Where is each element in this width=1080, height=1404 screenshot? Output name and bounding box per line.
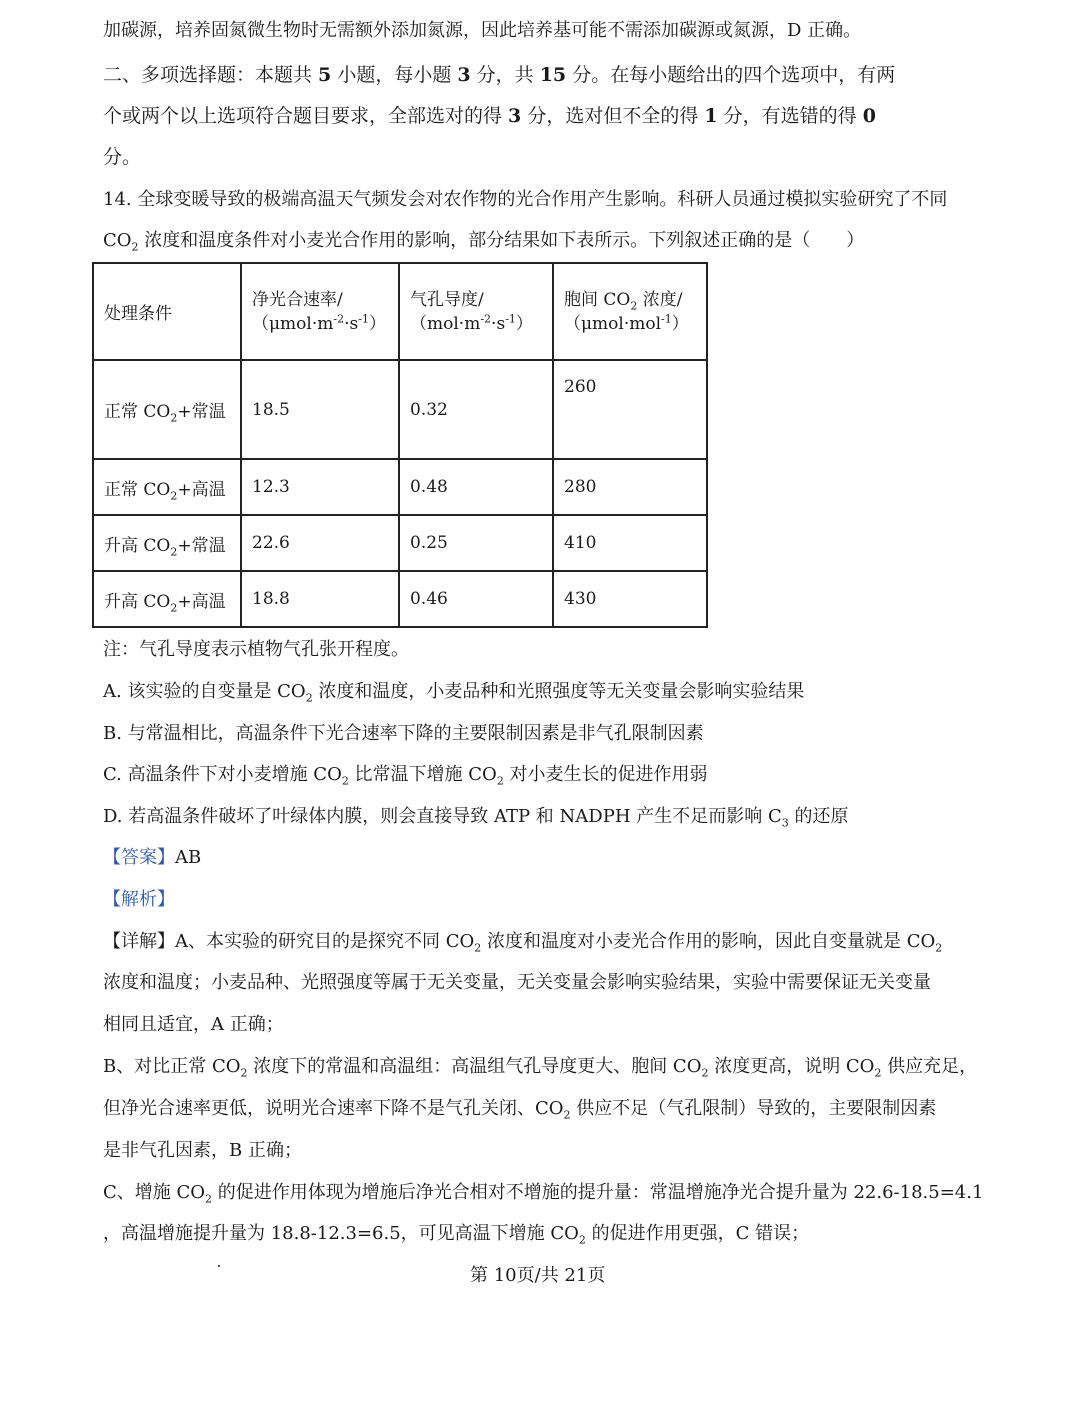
analysis-label: 【解析】	[103, 889, 175, 910]
cell-condition: 升高 $CO_2+$常温	[93, 515, 241, 571]
table-note: 注：气孔导度表示植物气孔张开程度。	[103, 639, 409, 660]
page-footer: 第 10页/共 21页	[470, 1265, 606, 1286]
cell-rate: 22.6	[241, 515, 399, 571]
option-a: A. 该实验的自变量是 $CO_2$ 浓度和温度，小麦品种和光照强度等无关变量会影响实验结果	[103, 681, 805, 705]
detail-line-8: ，高温增施提升量为 18.8-12.3=6.5，可见高温下增施 $CO_2$ 的促进作用更强，C 错误；	[103, 1223, 810, 1247]
header-net-photosynthesis-rate: 净光合速率/ $(\mu mol\cdot m^{-2}\cdot s^{-1})$	[241, 263, 399, 360]
option-d: D. 若高温条件破坏了叶绿体内膜，则会直接导致 ATP 和 NADPH 产生不足而影响 $C_3$ 的还原	[103, 806, 849, 830]
cell-rate: 18.8	[241, 571, 399, 627]
detail-line-3: 相同且适宜，A 正确；	[103, 1014, 284, 1035]
section-heading-line-2: 个或两个以上选项符合题目要求，全部选对的得 3 分，选对但不全的得 1 分，有选错的得 0	[103, 105, 876, 127]
detail-line-2: 浓度和温度；小麦品种、光照强度等属于无关变量，无关变量会影响实验结果，实验中需要保证无关变量	[103, 972, 931, 993]
header-intercellular-co2: 胞间 $CO_2$ 浓度/ （μmol·mol$^{-1}$）	[553, 263, 707, 360]
detail-line-6: 是非气孔因素，B 正确；	[103, 1140, 302, 1161]
answer-line	[103, 846, 201, 870]
cell-stomata: 0.48	[399, 459, 553, 515]
header-condition: 处理条件	[93, 263, 241, 360]
section-heading-line-1: 二、多项选择题：本题共 5 小题，每小题 3 分，共 15 分。在每小题给出的四个选项中，有两	[103, 64, 896, 86]
option-b: B. 与常温相比，高温条件下光合速率下降的主要限制因素是非气孔限制因素	[103, 723, 704, 744]
cell-condition: 升高 $CO_2+$高温	[93, 571, 241, 627]
prev-answer-line: 加碳源，培养固氮微生物时无需额外添加氮源，因此培养基可能不需添加碳源或氮源，D 正确。	[103, 20, 862, 41]
question-stem-line-2: $CO_2$ 浓度和温度条件对小麦光合作用的影响，部分结果如下表所示。下列叙述正确的是（ ）	[103, 230, 865, 254]
section-heading-line-3: 分。	[103, 146, 142, 168]
table-row	[93, 459, 707, 515]
question-stem-line-1: 14. 全球变暖导致的极端高温天气频发会对农作物的光合作用产生影响。科研人员通过模拟实验研究了不同	[103, 189, 948, 210]
table-row	[93, 515, 707, 571]
header-stomatal-conductance: 气孔导度/ $(mol\cdot m^{-2}\cdot s^{-1})$	[399, 263, 553, 360]
cell-rate: 12.3	[241, 459, 399, 515]
results-table	[92, 262, 708, 628]
table-header-row	[93, 263, 707, 360]
cell-ci: 430	[553, 571, 707, 627]
scan-dot	[218, 1265, 220, 1267]
detail-line-7: C、增施 $CO_2$ 的促进作用体现为增施后净光合相对不增施的提升量：常温增施净光合提升量为 22.6-18.5=4.1	[103, 1182, 984, 1206]
cell-condition: 正常 $CO_2+$常温	[93, 360, 241, 459]
cell-stomata: 0.46	[399, 571, 553, 627]
cell-ci: 280	[553, 459, 707, 515]
detail-line-4: B、对比正常 $CO_2$ 浓度下的常温和高温组：高温组气孔导度更大、胞间 $CO_2$ 浓度更高，说明 $CO_2$ 供应充足，	[103, 1056, 978, 1080]
cell-rate: 18.5	[241, 360, 399, 459]
detail-line-1: 【详解】A、本实验的研究目的是探究不同 $CO_2$ 浓度和温度对小麦光合作用的影响，因此自变量就是 $CO_2$	[103, 931, 943, 955]
cell-condition: 正常 $CO_2+$高温	[93, 459, 241, 515]
answer-value: AB	[175, 847, 202, 868]
detail-line-5: 但净光合速率更低，说明光合速率下降不是气孔关闭、$CO_2$ 供应不足（气孔限制）导致的，主要限制因素	[103, 1098, 937, 1122]
answer-label: 【答案】	[103, 847, 175, 868]
table-row	[93, 360, 707, 459]
cell-stomata: 0.32	[399, 360, 553, 459]
table-row	[93, 571, 707, 627]
cell-ci: 410	[553, 515, 707, 571]
cell-stomata: 0.25	[399, 515, 553, 571]
option-c: C. 高温条件下对小麦增施 $CO_2$ 比常温下增施 $CO_2$ 对小麦生长的促进作用弱	[103, 764, 708, 788]
cell-ci: 260	[553, 360, 707, 459]
